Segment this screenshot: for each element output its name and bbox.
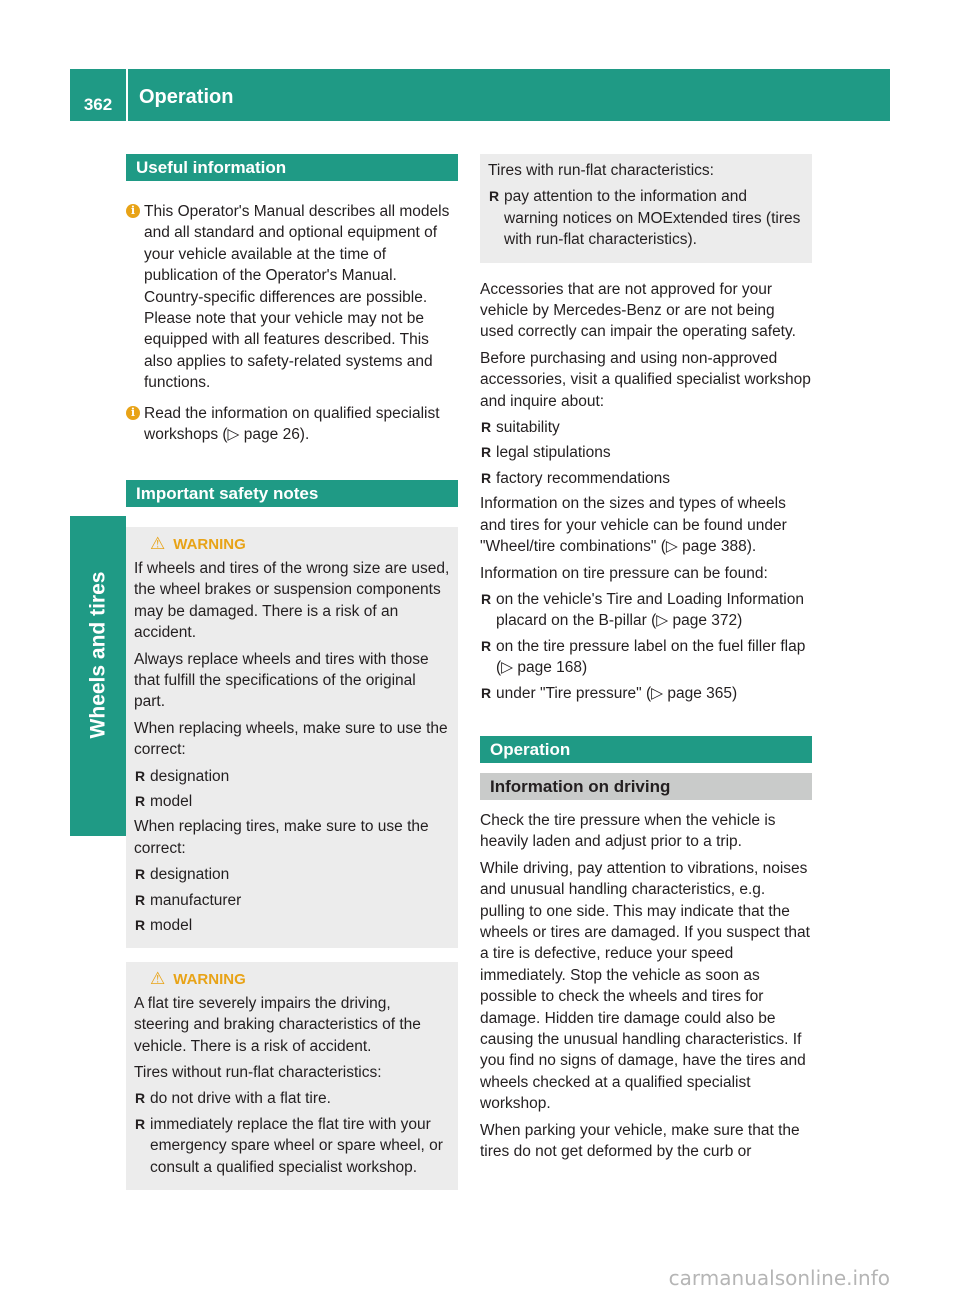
warning-heading bbox=[134, 533, 450, 555]
body-text: While driving, pay attention to vibrations, noises and unusual handling characteristics, e.g. pulling to one side. This may indicate that the wheels or tires are damaged. If you suspect that a tire is defective, reduce your speed immediately. Stop the vehicle as soon as possible to check the wheels and tires for damage. Hidden tire damage could also be causing the unusual handling characteristics. If you find no signs of damage, have the tires and wheels checked at a qualified specialist workshop. bbox=[480, 859, 810, 1113]
header-divider bbox=[126, 69, 128, 121]
list-item: R suitability bbox=[481, 419, 560, 437]
warning-box bbox=[126, 527, 458, 948]
body-text: Before purchasing and using non-approved accessories, visit a qualified specialist workshop and inquire about: bbox=[480, 349, 811, 410]
warning-text: If wheels and tires of the wrong size are used, the wheel brakes or suspension components may be damaged. There is a risk of an accident. bbox=[134, 559, 450, 642]
section-title: Operation bbox=[139, 86, 234, 108]
list-item: R on the tire pressure label on the fuel filler flap (▷ page 168) bbox=[481, 637, 806, 677]
info-note bbox=[126, 403, 458, 446]
side-tab-label-wrap bbox=[68, 560, 128, 750]
warning-text: Always replace wheels and tires with those that fulfill the specifications of the original part. bbox=[134, 650, 429, 711]
warning-label: WARNING bbox=[173, 971, 246, 989]
body-text: Check the tire pressure when the vehicle is heavily laden and adjust prior to a trip. bbox=[480, 811, 776, 851]
watermark: carmanualsonline.info bbox=[668, 1266, 890, 1290]
body-text: Information on the sizes and types of wheels and tires for your vehicle can be found under "Wheel/tire combinations" (▷ page 388). bbox=[480, 495, 787, 556]
warning-heading bbox=[134, 968, 450, 990]
runflat-box bbox=[480, 154, 812, 263]
list-item: R designation bbox=[135, 767, 230, 785]
bullet-list bbox=[480, 417, 812, 489]
side-tab-label: Wheels and tires bbox=[86, 571, 110, 739]
warning-triangle-icon: ⚠ bbox=[150, 969, 166, 989]
page-number: 362 bbox=[83, 95, 113, 114]
warning-box bbox=[126, 962, 458, 1190]
body-text: When parking your vehicle, make sure that the tires do not get deformed by the curb or bbox=[480, 1121, 800, 1161]
info-note-text: Read the information on qualified specialist workshops (▷ page 26). bbox=[144, 404, 440, 444]
list-item: R designation bbox=[135, 866, 230, 884]
info-icon: i bbox=[126, 406, 140, 420]
bullet-list bbox=[134, 766, 450, 813]
bullet-list bbox=[480, 589, 812, 704]
list-item: R model bbox=[135, 916, 193, 934]
heading-important-safety-notes: Important safety notes bbox=[126, 480, 458, 507]
warning-text: When replacing tires, make sure to use the correct: bbox=[134, 818, 429, 857]
body-text: Information on tire pressure can be found: bbox=[480, 564, 768, 582]
list-item: R under "Tire pressure" (▷ page 365) bbox=[481, 684, 738, 702]
warning-text: Tires without run-flat characteristics: bbox=[134, 1064, 382, 1081]
list-item: R factory recommendations bbox=[481, 469, 671, 487]
body-text: Accessories that are not approved for your vehicle by Mercedes-Benz or are not being used correctly can impair the operating safety. bbox=[480, 280, 796, 341]
bullet-list bbox=[488, 186, 804, 250]
list-item: R model bbox=[135, 792, 193, 810]
list-item: R legal stipulations bbox=[481, 444, 611, 462]
heading-operation: Operation bbox=[480, 736, 812, 763]
bullet-list bbox=[134, 864, 450, 936]
left-column bbox=[126, 154, 458, 1204]
list-item: R pay attention to the information and warning notices on MOExtended tires (tires with run-flat characteristics). bbox=[489, 188, 801, 249]
info-note-text: This Operator's Manual describes all models and all standard and optional equipment of your vehicle available at the time of publication of the Operator's Manual. Country-specific differences are possible. Please note that your vehicle may not be equipped with all features described. This also applies to safety-related systems and functions. bbox=[144, 203, 450, 392]
runflat-text: Tires with run-flat characteristics: bbox=[488, 162, 714, 179]
list-item: R do not drive with a flat tire. bbox=[135, 1090, 331, 1108]
list-item: R on the vehicle's Tire and Loading Information placard on the B-pillar (▷ page 372) bbox=[481, 590, 804, 630]
warning-triangle-icon: ⚠ bbox=[150, 534, 166, 554]
warning-text: A flat tire severely impairs the driving, steering and braking characteristics of the vehicle. There is a risk of accident. bbox=[134, 994, 421, 1055]
list-item: R manufacturer bbox=[135, 891, 242, 909]
info-note bbox=[126, 201, 458, 394]
list-item: R immediately replace the flat tire with your emergency spare wheel or spare wheel, or consult a qualified specialist workshop. bbox=[135, 1115, 443, 1176]
info-icon: i bbox=[126, 204, 140, 218]
warning-text: When replacing wheels, make sure to use the correct: bbox=[134, 719, 448, 759]
bullet-list bbox=[134, 1088, 450, 1178]
right-column bbox=[480, 154, 812, 1167]
warning-label: WARNING bbox=[173, 536, 246, 554]
heading-information-on-driving: Information on driving bbox=[480, 773, 812, 800]
heading-useful-information: Useful information bbox=[126, 154, 458, 181]
